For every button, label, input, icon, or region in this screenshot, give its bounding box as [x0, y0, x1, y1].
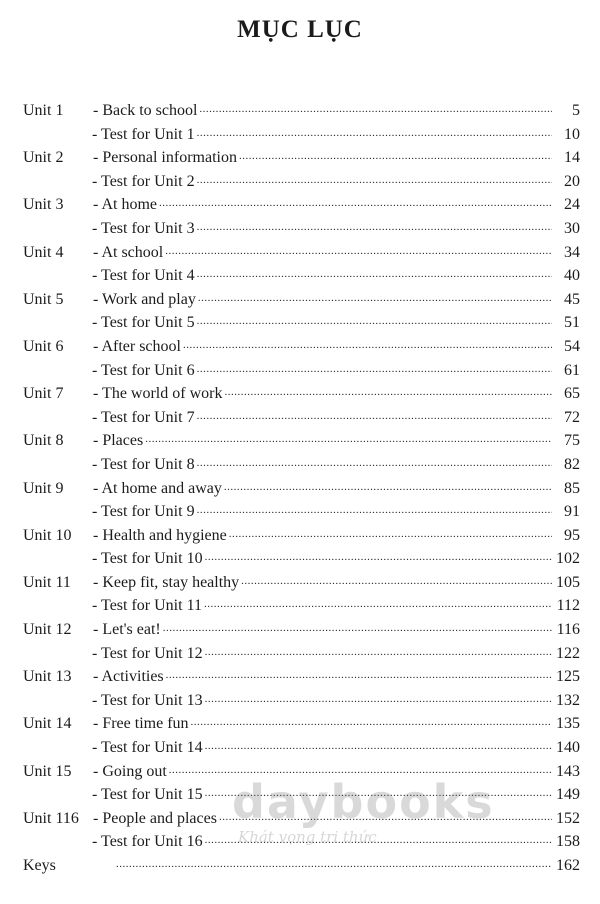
toc-entry-title: - Test for Unit 3	[92, 219, 195, 237]
toc-unit-label: Unit 4	[23, 243, 64, 261]
toc-row	[0, 311, 600, 335]
toc-page-number: 95	[564, 526, 580, 544]
toc-entry-title: - At home	[93, 196, 157, 214]
toc-unit-label: Unit 5	[23, 290, 64, 308]
toc-page-number: 143	[556, 762, 580, 780]
toc-entry-title: - Test for Unit 12	[92, 644, 203, 662]
toc-dot-leader	[197, 310, 552, 334]
toc-dot-leader	[205, 688, 552, 712]
toc-entry-title: - Test for Unit 11	[92, 597, 202, 615]
toc-page-number: 122	[556, 644, 580, 662]
toc-row	[0, 665, 600, 689]
toc-dot-leader	[183, 334, 552, 358]
toc-row	[0, 642, 600, 666]
toc-dot-leader	[219, 806, 552, 830]
toc-entry-title: - The world of work	[93, 385, 223, 403]
toc-row	[0, 760, 600, 784]
toc-entry-title: - Test for Unit 13	[92, 691, 203, 709]
toc-entry-title: - Test for Unit 7	[92, 408, 195, 426]
toc-dot-leader	[224, 476, 552, 500]
toc-entry	[114, 854, 580, 880]
toc-page-number: 116	[556, 621, 580, 639]
toc-unit-label: Unit 7	[23, 385, 64, 403]
toc-row	[0, 217, 600, 241]
toc-unit-label: Unit 9	[23, 479, 64, 497]
toc-page-number: 45	[564, 290, 580, 308]
toc-page-number: 20	[564, 172, 580, 190]
toc-page-number: 125	[556, 668, 580, 686]
toc-page-number: 30	[564, 219, 580, 237]
toc-row	[0, 500, 600, 524]
toc-entry-title: - Test for Unit 1	[92, 125, 195, 143]
toc-dot-leader	[198, 287, 552, 311]
toc-entry-title: - Activities	[93, 668, 164, 686]
toc-dot-leader	[197, 452, 552, 476]
watermark-tagline: Khát vọng tri thức	[238, 828, 377, 846]
toc-page-number: 91	[564, 503, 580, 521]
toc-dot-leader	[197, 169, 552, 193]
toc-dot-leader	[163, 617, 552, 641]
toc-page-number: 132	[556, 691, 580, 709]
toc-row	[0, 594, 600, 618]
toc-entry-title: - Places	[93, 432, 144, 450]
toc-page-number: 51	[564, 314, 580, 332]
toc-row	[0, 406, 600, 430]
toc-dot-leader	[169, 759, 552, 783]
toc-page-number: 82	[564, 455, 580, 473]
toc-dot-leader	[116, 853, 552, 877]
page-title: MỤC LỤC	[237, 16, 363, 43]
toc-unit-label: Unit 10	[23, 526, 72, 544]
toc-row	[0, 689, 600, 713]
toc-row	[0, 712, 600, 736]
toc-page-number: 14	[564, 149, 580, 167]
toc-page-number: 40	[564, 267, 580, 285]
toc-unit-label: Unit 3	[23, 196, 64, 214]
toc-page-number: 5	[572, 102, 580, 119]
watermark-logo: daybooks	[232, 775, 495, 829]
toc-entry-title: - Test for Unit 6	[92, 361, 195, 379]
toc-entry-title: - Test for Unit 2	[92, 172, 195, 190]
toc-page-number: 112	[556, 597, 580, 615]
toc-dot-leader	[197, 358, 552, 382]
toc-row	[0, 854, 600, 878]
toc-row	[0, 736, 600, 760]
toc-row	[0, 429, 600, 453]
toc-row	[0, 382, 600, 406]
toc-entry-title: - Test for Unit 5	[92, 314, 195, 332]
toc-page-number: 65	[564, 385, 580, 403]
toc-entry-title: - Going out	[93, 762, 167, 780]
toc-row	[0, 477, 600, 501]
toc-row	[0, 193, 600, 217]
toc-entry-title: - Test for Unit 15	[92, 786, 203, 804]
toc-unit-label: Unit 6	[23, 337, 64, 355]
toc-row	[0, 783, 600, 807]
toc-row	[0, 146, 600, 170]
toc-row	[0, 288, 600, 312]
toc-dot-leader	[224, 381, 552, 405]
toc-page-number: 152	[556, 809, 580, 827]
toc-dot-leader	[197, 122, 552, 146]
toc-unit-label: Unit 11	[23, 573, 71, 591]
toc-page-number: 102	[556, 550, 580, 568]
toc-page-number: 34	[564, 243, 580, 261]
toc-dot-leader	[145, 428, 552, 452]
toc-unit-label: Unit 12	[23, 621, 72, 639]
toc-page-number: 140	[556, 739, 580, 757]
toc-entry-title: - At school	[93, 243, 164, 261]
toc-entry-title: - After school	[93, 337, 181, 355]
toc-page-number: 10	[564, 125, 580, 143]
toc-row	[0, 241, 600, 265]
toc-entry-title: - Work and play	[93, 290, 196, 308]
toc-unit-label: Unit 8	[23, 432, 64, 450]
toc-entry-title: - Test for Unit 8	[92, 455, 195, 473]
toc-row	[0, 359, 600, 383]
toc-entry-title: - Free time fun	[93, 715, 189, 733]
toc-dot-leader	[197, 216, 552, 240]
toc-dot-leader	[205, 641, 552, 665]
toc-dot-leader	[205, 546, 552, 570]
toc-row	[0, 618, 600, 642]
table-of-contents	[0, 99, 600, 878]
toc-page-number: 54	[564, 337, 580, 355]
toc-entry-title: - Test for Unit 4	[92, 267, 195, 285]
toc-dot-leader	[197, 263, 552, 287]
toc-entry-title: - Test for Unit 16	[92, 833, 203, 851]
toc-row	[0, 807, 600, 831]
toc-dot-leader	[229, 523, 552, 547]
toc-entry-title: - Keep fit, stay healthy	[93, 573, 240, 591]
toc-row	[0, 524, 600, 548]
toc-unit-label: Unit 116	[23, 809, 79, 827]
toc-row	[0, 830, 600, 854]
toc-entry-title: - Test for Unit 10	[92, 550, 203, 568]
toc-unit-label: Unit 1	[23, 102, 64, 119]
toc-entry-title: - Back to school	[93, 102, 198, 119]
toc-dot-leader	[165, 240, 552, 264]
toc-entry-title: - People and places	[93, 809, 217, 827]
toc-dot-leader	[197, 405, 552, 429]
toc-page-number: 75	[564, 432, 580, 450]
toc-page-number: 135	[556, 715, 580, 733]
toc-entry-title: - Test for Unit 9	[92, 503, 195, 521]
toc-dot-leader	[205, 829, 552, 853]
toc-dot-leader	[204, 593, 552, 617]
toc-page-number: 158	[556, 833, 580, 851]
toc-dot-leader	[159, 192, 552, 216]
toc-page-number: 72	[564, 408, 580, 426]
toc-unit-label: Unit 14	[23, 715, 72, 733]
toc-dot-leader	[239, 145, 552, 169]
toc-row	[0, 99, 600, 123]
toc-row	[0, 547, 600, 571]
toc-row	[0, 571, 600, 595]
toc-dot-leader	[199, 98, 552, 122]
toc-page-number: 149	[556, 786, 580, 804]
toc-dot-leader	[191, 711, 552, 735]
toc-dot-leader	[205, 782, 552, 806]
toc-unit-label: Unit 15	[23, 762, 72, 780]
toc-unit-label: Keys	[23, 857, 56, 874]
toc-page-number: 105	[556, 573, 580, 591]
toc-page-number: 162	[556, 857, 580, 874]
toc-row	[0, 170, 600, 194]
toc-row	[0, 123, 600, 147]
toc-dot-leader	[197, 499, 552, 523]
toc-entry-title: - Test for Unit 14	[92, 739, 203, 757]
toc-unit-label: Unit 13	[23, 668, 72, 686]
toc-dot-leader	[205, 735, 552, 759]
toc-unit-label: Unit 2	[23, 149, 64, 167]
toc-entry-title: - Health and hygiene	[93, 526, 227, 544]
toc-dot-leader	[241, 570, 552, 594]
toc-entry-title: - Let's eat!	[93, 621, 161, 639]
toc-page-number: 24	[564, 196, 580, 214]
toc-dot-leader	[166, 664, 552, 688]
toc-row	[0, 264, 600, 288]
toc-page-number: 61	[564, 361, 580, 379]
toc-row	[0, 335, 600, 359]
toc-entry-title: - Personal information	[93, 149, 237, 167]
toc-entry-title: - At home and away	[93, 479, 222, 497]
toc-page-number: 85	[564, 479, 580, 497]
toc-row	[0, 453, 600, 477]
